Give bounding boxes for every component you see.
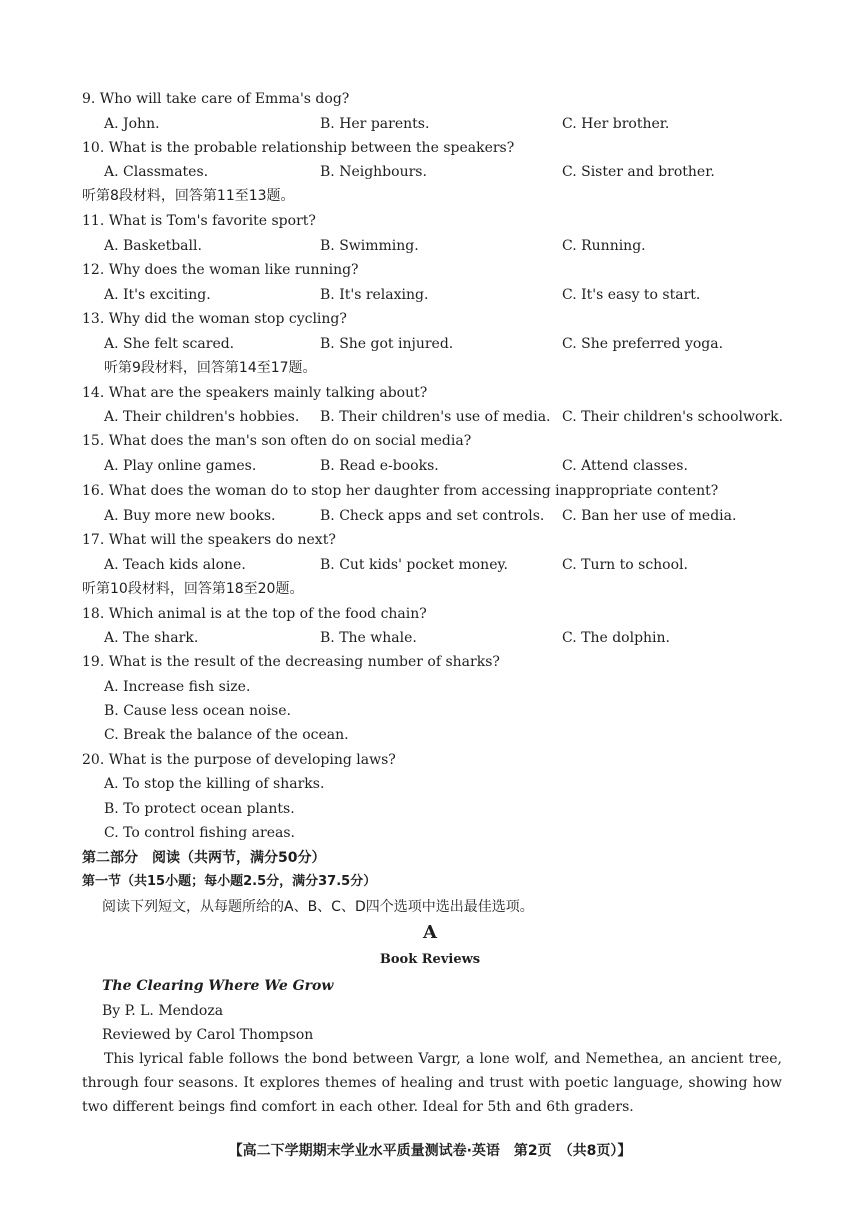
question-17-option-b: B. Cut kids' pocket money.	[320, 557, 508, 573]
question-10-option-c: C. Sister and brother.	[562, 164, 715, 180]
question-16-option-c: C. Ban her use of media.	[562, 508, 737, 524]
passage-heading: Book Reviews	[379, 952, 481, 967]
question-16-option-a: A. Buy more new books.	[104, 508, 276, 524]
question-12-option-a: A. It's exciting.	[104, 287, 211, 303]
question-10-option-a: A. Classmates.	[104, 164, 209, 180]
question-17-stem: 17. What will the speakers do next?	[82, 532, 336, 548]
question-12-option-b: B. It's relaxing.	[320, 287, 429, 303]
question-15-option-b: B. Read e-books.	[320, 458, 439, 474]
review-paragraph: This lyrical fable follows the bond between Vargr, a lone wolf, and Nemethea, an ancient tree, through four seasons. It explores themes of healing and trust with poetic language, showing how two different beings find comfort in each other. Ideal for 5th and 6th graders.	[82, 1051, 782, 1115]
question-18-option-a: A. The shark.	[104, 630, 199, 646]
question-20-option-b: B. To protect ocean plants.	[104, 801, 295, 817]
question-19-option-b: B. Cause less ocean noise.	[104, 703, 291, 719]
question-17-option-a: A. Teach kids alone.	[104, 557, 246, 573]
question-19-option-c: C. Break the balance of the ocean.	[104, 727, 349, 743]
question-16-stem: 16. What does the woman do to stop her daughter from accessing inappropriate content?	[82, 483, 719, 499]
question-11-option-c: C. Running.	[562, 238, 646, 254]
page-footer: 【高二下学期期末学业水平质量测试卷·英语 第2页 （共8页）】	[228, 1143, 632, 1159]
section-9-instruction: 听第9段材料，回答第14至17题。	[104, 360, 317, 376]
question-18-option-b: B. The whale.	[320, 630, 417, 646]
question-20-option-c: C. To control fishing areas.	[104, 825, 295, 841]
question-14-stem: 14. What are the speakers mainly talking about?	[82, 385, 428, 401]
part-2-section-1-heading: 第一节（共15小题；每小题2.5分，满分37.5分）	[82, 874, 377, 889]
question-15-option-a: A. Play online games.	[104, 458, 257, 474]
question-9-stem: 9. Who will take care of Emma's dog?	[82, 91, 350, 107]
book-author: By P. L. Mendoza	[102, 1003, 224, 1019]
section-10-instruction: 听第10段材料，回答第18至20题。	[82, 581, 304, 597]
question-15-option-c: C. Attend classes.	[562, 458, 688, 474]
question-14-option-a: A. Their children's hobbies.	[104, 409, 300, 425]
question-11-stem: 11. What is Tom's favorite sport?	[82, 213, 316, 229]
question-12-option-c: C. It's easy to start.	[562, 287, 701, 303]
question-14-option-c: C. Their children's schoolwork.	[562, 409, 784, 425]
question-11-option-a: A. Basketball.	[104, 238, 202, 254]
question-18-stem: 18. Which animal is at the top of the food chain?	[82, 606, 427, 622]
question-9-option-c: C. Her brother.	[562, 116, 670, 132]
question-20-option-a: A. To stop the killing of sharks.	[104, 776, 325, 792]
question-10-stem: 10. What is the probable relationship between the speakers?	[82, 140, 515, 156]
question-9-option-a: A. John.	[104, 116, 160, 132]
question-13-option-a: A. She felt scared.	[104, 336, 235, 352]
question-15-stem: 15. What does the man's son often do on social media?	[82, 433, 472, 449]
question-13-stem: 13. Why did the woman stop cycling?	[82, 311, 347, 327]
passage-letter: A	[423, 922, 437, 943]
section-8-instruction: 听第8段材料，回答第11至13题。	[82, 188, 295, 204]
question-12-stem: 12. Why does the woman like running?	[82, 262, 359, 278]
part-2-heading: 第二部分 阅读（共两节，满分50分）	[82, 850, 326, 866]
question-10-option-b: B. Neighbours.	[320, 164, 427, 180]
question-17-option-c: C. Turn to school.	[562, 557, 688, 573]
question-13-option-c: C. She preferred yoga.	[562, 336, 724, 352]
question-19-option-a: A. Increase fish size.	[104, 679, 251, 695]
reading-instruction: 阅读下列短文，从每题所给的A、B、C、D四个选项中选出最佳选项。	[102, 899, 534, 915]
book-reviewer: Reviewed by Carol Thompson	[102, 1027, 314, 1043]
question-13-option-b: B. She got injured.	[320, 336, 454, 352]
question-19-stem: 19. What is the result of the decreasing number of sharks?	[82, 654, 500, 670]
question-16-option-b: B. Check apps and set controls.	[320, 508, 545, 524]
question-9-option-b: B. Her parents.	[320, 116, 430, 132]
question-20-stem: 20. What is the purpose of developing laws?	[82, 752, 396, 768]
question-11-option-b: B. Swimming.	[320, 238, 419, 254]
question-14-option-b: B. Their children's use of media.	[320, 409, 551, 425]
question-18-option-c: C. The dolphin.	[562, 630, 670, 646]
book-title: The Clearing Where We Grow	[102, 978, 334, 994]
